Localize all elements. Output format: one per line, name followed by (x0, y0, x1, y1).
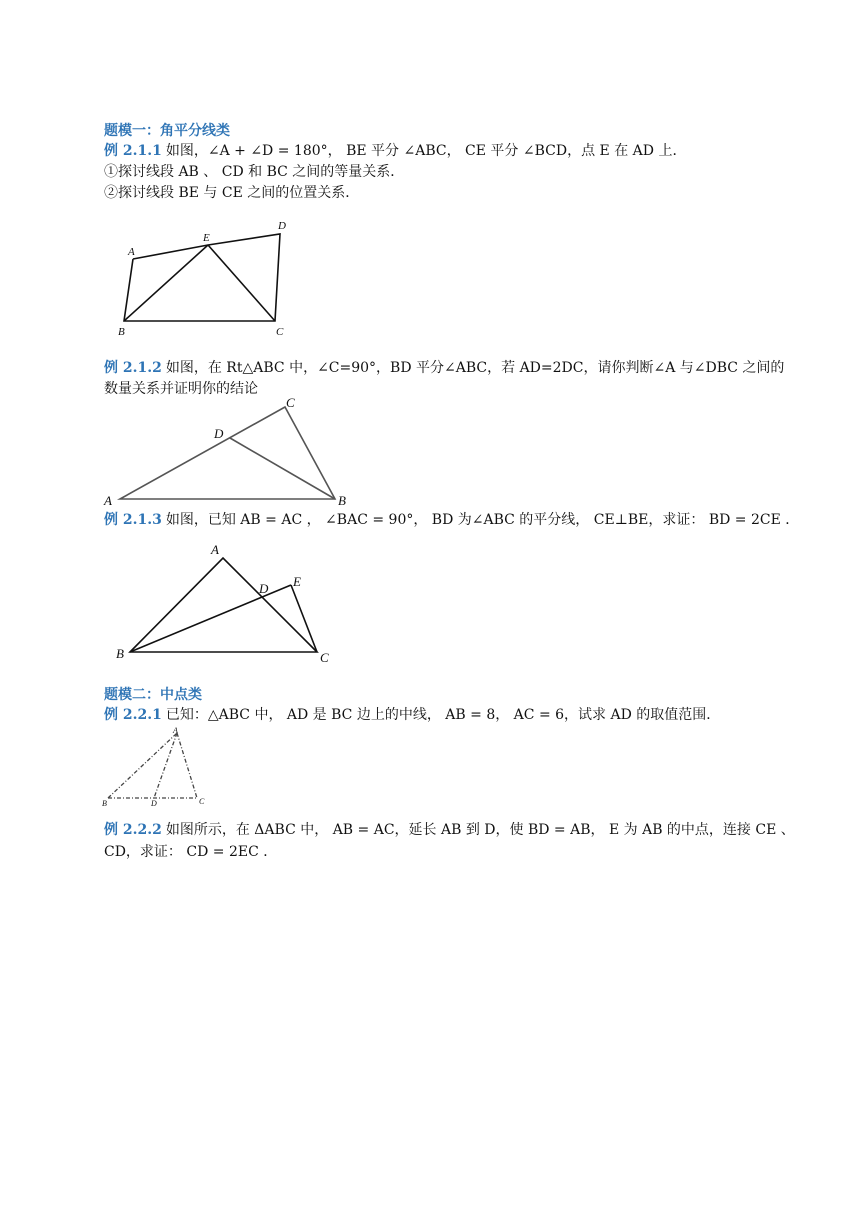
point-label-b: B (118, 326, 125, 338)
figure-right-triangle-abc (100, 393, 360, 509)
example-2-1-1-line3: ②探讨线段 BE 与 CE 之间的位置关系． (104, 185, 360, 201)
point-label-c: C (276, 326, 284, 338)
point-label-e: E (293, 574, 301, 589)
example-2-1-2-line1 (104, 358, 784, 378)
point-label-b: B (116, 646, 124, 661)
point-label-b: B (102, 799, 107, 808)
point-label-c: C (320, 650, 329, 665)
figure-quadrilateral-abcd (110, 215, 310, 340)
example-label: 例 2.2.2 (104, 822, 162, 838)
point-label-c: C (199, 797, 205, 806)
example-2-1-3-line1 (104, 510, 799, 530)
example-2-1-1-line2: ①探讨线段 AB 、 CD 和 BC 之间的等量关系． (104, 164, 405, 180)
point-label-d: D (151, 799, 157, 808)
point-label-d: D (214, 426, 224, 441)
section-heading-midpoint: 题模二：中点类 (104, 687, 202, 703)
example-2-2-2-line2: CD，求证： CD = 2EC ． (104, 844, 278, 860)
example-label: 例 2.1.3 (104, 512, 162, 528)
example-text: 已知：△ABC 中， AD 是 BC 边上的中线， AB = 8， AC = 6，试求 AD 的取值范围． (165, 707, 721, 723)
example-text: 如图所示，在 ΔABC 中， AB = AC，延长 AB 到 D，使 BD = AB， E 为 AB 的中点，连接 CE 、 (165, 822, 795, 838)
point-label-a: A (128, 246, 135, 258)
example-2-2-2-line1 (104, 820, 795, 840)
example-text: 如图，已知 AB = AC ， ∠BAC = 90°， BD 为∠ABC 的平分线， CE⊥BE，求证： BD = 2CE ． (165, 512, 800, 528)
point-label-a: A (104, 493, 112, 508)
point-label-d: D (278, 220, 286, 232)
example-2-1-2-line2: 数量关系并证明你的结论 (104, 381, 258, 397)
example-text: 如图，在 Rt△ABC 中，∠C=90°，BD 平分∠ABC，若 AD=2DC，请你判断∠A 与∠DBC 之间的 (165, 360, 785, 376)
example-text: 如图，∠A + ∠D = 180°， BE 平分 ∠ABC， CE 平分 ∠BCD，点 E 在 AD 上． (165, 143, 687, 159)
figure-isosceles-right-triangle (110, 540, 340, 665)
example-label: 例 2.1.2 (104, 360, 162, 376)
section-heading-angle-bisector: 题模一：角平分线类 (104, 123, 230, 139)
example-label: 例 2.1.1 (104, 143, 162, 159)
point-label-d: D (259, 581, 269, 596)
point-label-b: B (338, 493, 346, 508)
figure-triangle-median (100, 725, 215, 810)
point-label-c: C (286, 395, 295, 410)
example-label: 例 2.2.1 (104, 707, 162, 723)
point-label-e: E (203, 232, 210, 244)
point-label-a: A (173, 726, 178, 735)
example-2-2-1-line1 (104, 705, 720, 725)
point-label-a: A (211, 542, 219, 557)
example-2-1-1-line1 (104, 141, 686, 161)
